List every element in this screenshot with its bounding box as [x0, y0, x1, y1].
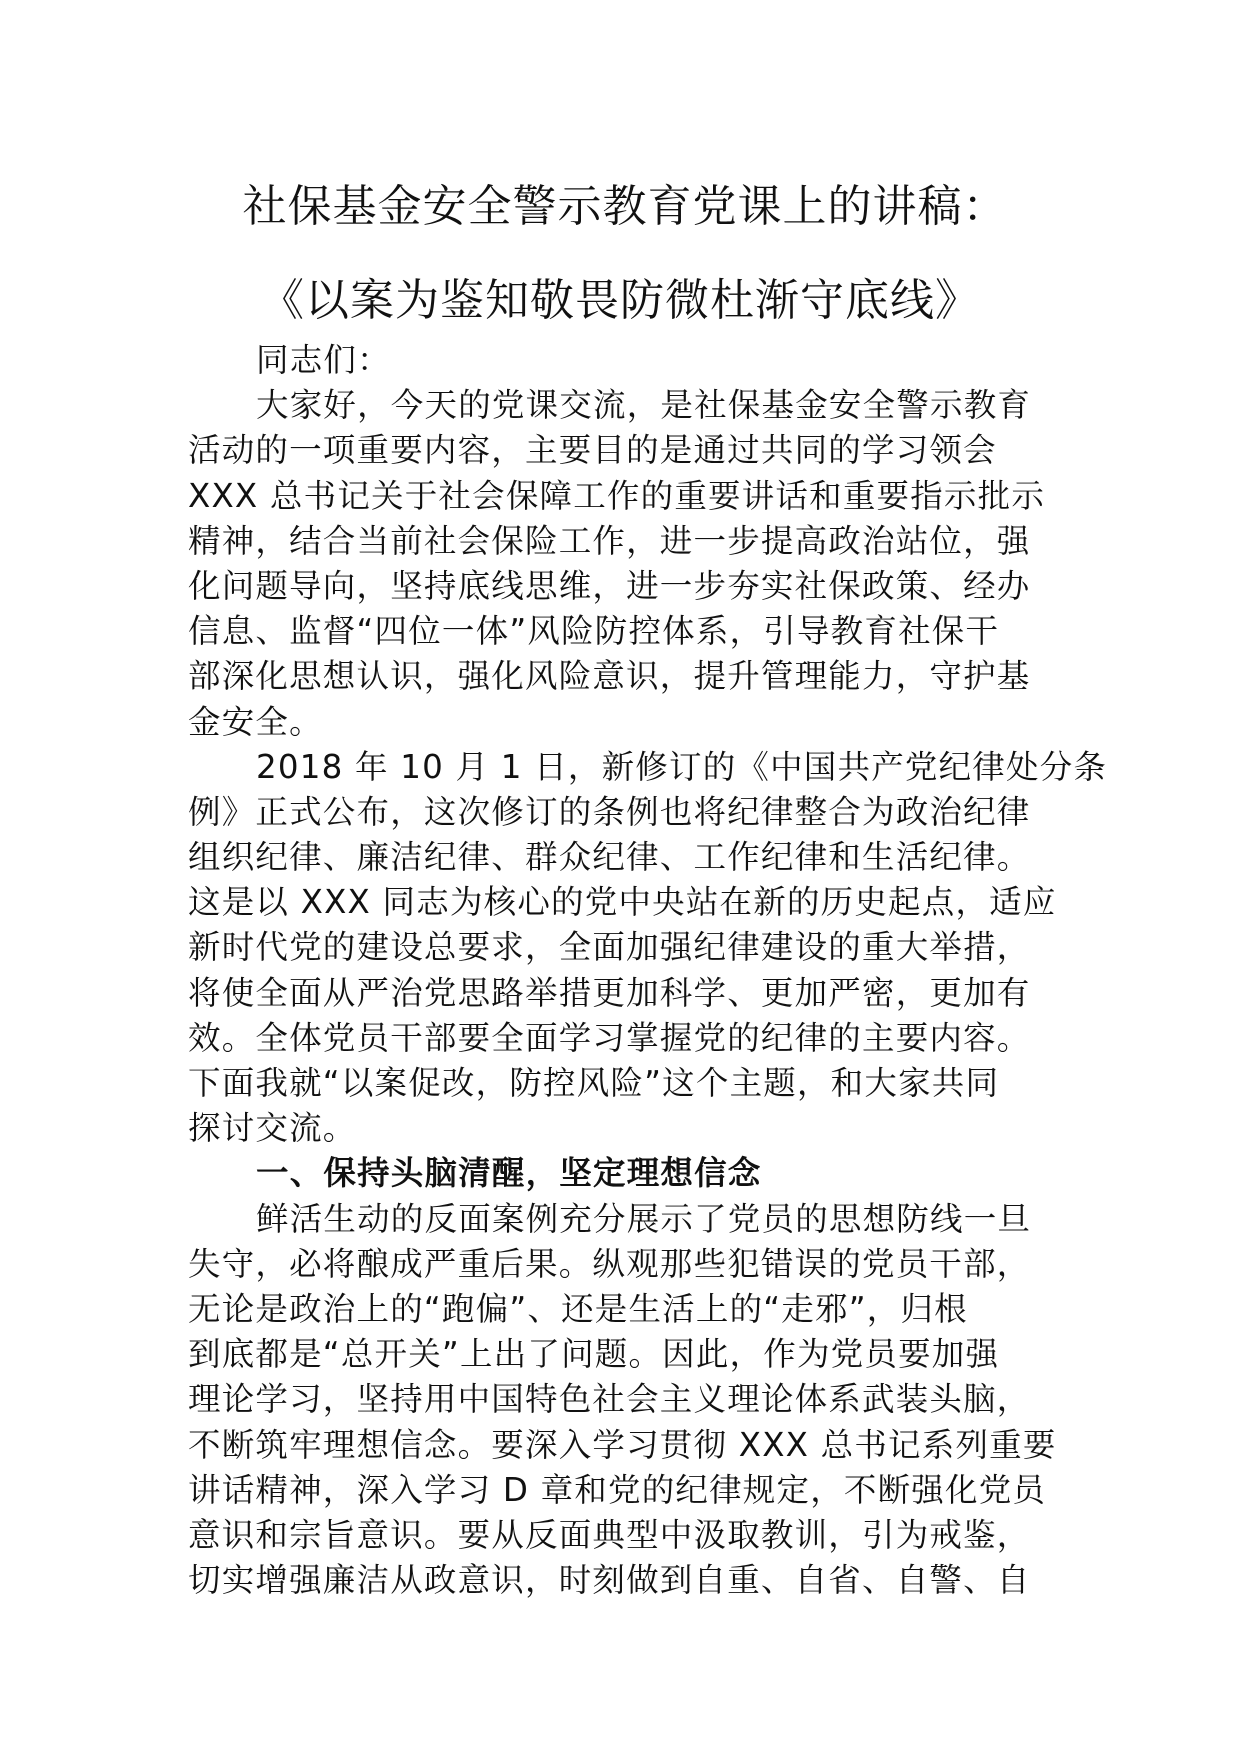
- document-title: [0, 160, 1240, 348]
- text-line: 同志们：: [256, 341, 391, 379]
- text-line: 鲜活生动的反面案例充分展示了党员的思想防线一旦: [256, 1199, 1032, 1238]
- text-line: 下面我就“以案促改，防控风险”这个主题，和大家共同: [188, 1064, 1000, 1102]
- text-line: 部深化思想认识，强化风险意识，提升管理能力，守护基: [188, 657, 1031, 696]
- text-line: 不断筑牢理想信念。要深入学习贯彻 XXX 总书记系列重要: [188, 1425, 1057, 1464]
- text-line: 将使全面从严治党思路举措更加科学、更加严密，更加有: [188, 973, 1031, 1012]
- text-line: 到底都是“总开关”上出了问题。因此，作为党员要加强: [188, 1335, 1000, 1374]
- text-line: 探讨交流。: [188, 1109, 357, 1148]
- text-line: 活动的一项重要内容，主要目的是通过共同的学习领会: [188, 431, 997, 470]
- text-line: 2018 年 10 月 1 日，新修订的《中国共产党纪律处分条: [256, 747, 1108, 786]
- text-line: 精神，结合当前社会保险工作，进一步提高政治站位，强: [188, 521, 1031, 560]
- text-line: 效。全体党员干部要全面学习掌握党的纪律的主要内容。: [188, 1018, 1031, 1057]
- text-line: XXX 总书记关于社会保障工作的重要讲话和重要指示批示: [188, 476, 1046, 515]
- text-line: 新时代党的建设总要求，全面加强纪律建设的重大举措，: [188, 928, 1031, 967]
- section-heading: 一、保持头脑清醒，坚定理想信念: [256, 1154, 762, 1193]
- title-line-1: 社保基金安全警示教育党课上的讲稿：: [242, 181, 1008, 232]
- text-line: 讲话精神，深入学习 D 章和党的纪律规定，不断强化党员: [188, 1470, 1047, 1509]
- text-line: 信息、监督“四位一体”风险防控体系，引导教育社保干: [188, 612, 1000, 651]
- text-line: 切实增强廉洁从政意识，时刻做到自重、自省、自警、自: [188, 1561, 1031, 1600]
- text-line: 例》正式公布，这次修订的条例也将纪律整合为政治纪律: [188, 792, 1031, 831]
- text-line: 这是以 XXX 同志为核心的党中央站在新的历史起点，适应: [188, 883, 1057, 922]
- title-line-2: 《以案为鉴知敬畏防微杜渐守底线》: [260, 275, 980, 326]
- text-line: 金安全。: [188, 702, 323, 741]
- text-line: 组织纪律、廉洁纪律、群众纪律、工作纪律和生活纪律。: [188, 838, 1031, 877]
- text-line: 化问题导向，坚持底线思维，进一步夯实社保政策、经办: [188, 566, 1031, 605]
- text-line: 大家好，今天的党课交流，是社保基金安全警示教育: [256, 386, 1032, 425]
- document-body: [188, 338, 1108, 1603]
- text-line: 无论是政治上的“跑偏”、还是生活上的“走邪”，归根: [188, 1289, 968, 1328]
- text-line: 失守，必将酿成严重后果。纵观那些犯错误的党员干部，: [188, 1244, 1031, 1283]
- text-line: 理论学习，坚持用中国特色社会主义理论体系武装头脑，: [188, 1380, 1031, 1419]
- text-line: 意识和宗旨意识。要从反面典型中汲取教训，引为戒鉴，: [188, 1515, 1031, 1554]
